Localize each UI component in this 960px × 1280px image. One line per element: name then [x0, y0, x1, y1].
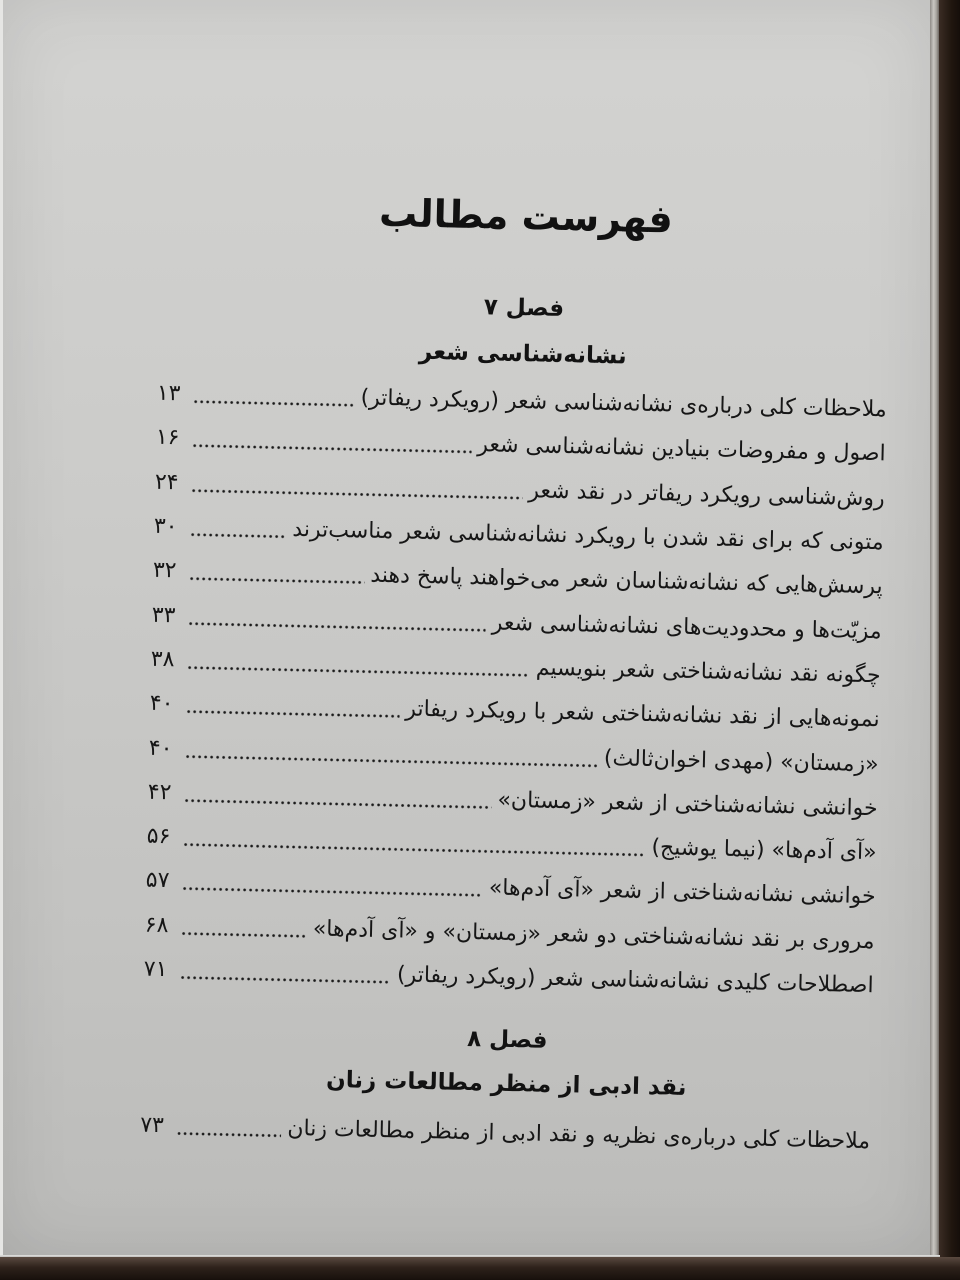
toc-entry-title: «آی آدم‌ها» (نیما یوشیج)	[651, 835, 877, 866]
toc-leader-dots	[183, 843, 646, 857]
toc-entry-title: پرسش‌هایی که نشانه‌شناسان شعر می‌خواهند پاسخ دهند	[370, 563, 883, 600]
toc-page-number: ۴۰	[148, 735, 173, 761]
toc-page-number: ۷۱	[143, 956, 168, 983]
toc-leader-dots	[182, 887, 483, 898]
toc-page-number: ۷۳	[139, 1112, 165, 1139]
toc-page-number: ۵۷	[145, 868, 170, 894]
toc-page-number: ۵۶	[146, 823, 171, 850]
chapter-label: فصل ۷	[483, 294, 565, 323]
toc-entry-title: اصطلاحات کلیدی نشانه‌شناسی شعر (رویکرد ریفاتر)	[396, 962, 874, 999]
toc-entry-title: مزیّت‌ها و محدودیت‌های نشانه‌شناسی شعر	[491, 610, 882, 644]
toc-page-number: ۴۲	[147, 779, 172, 806]
chapter-label: فصل ۸	[466, 1026, 548, 1054]
toc-page-number: ۳۸	[150, 646, 175, 673]
toc-page-number: ۴۰	[149, 690, 174, 717]
toc-page-number: ۳۰	[153, 513, 178, 540]
toc-leader-dots	[191, 488, 523, 500]
toc-entry-title: چگونه نقد نشانه‌شناختی شعر بنویسیم	[535, 655, 881, 689]
toc-entry-title: ملاحظات کلی درباره‌ی نظریه و نقد ادبی از منظر مطالعات زنان	[287, 1116, 871, 1155]
toc-leader-dots	[186, 710, 400, 719]
toc-leader-dots	[193, 400, 355, 408]
chapter-subtitle: نشانه‌شناسی شعر	[418, 338, 627, 370]
toc-entry-title: خوانشی نشانه‌شناختی از شعر «آی آدم‌ها»	[488, 875, 876, 910]
toc-page-number: ۳۳	[151, 602, 176, 628]
toc-page-number: ۶۸	[144, 912, 169, 938]
toc-entry-title: اصول و مفروضات بنیادین نشانه‌شناسی شعر	[477, 432, 886, 467]
toc-leader-dots	[176, 1132, 281, 1138]
chapter-subtitle: نقد ادبی از منظر مطالعات زنان	[325, 1066, 687, 1101]
toc-page-number: ۱۶	[155, 425, 180, 451]
toc-entry-title: «زمستان» (مهدی اخوان‌ثالث)	[603, 745, 879, 777]
toc-leader-dots	[185, 754, 598, 767]
toc-leader-dots	[189, 577, 365, 585]
toc-leader-dots	[190, 533, 287, 539]
page-stack-edge	[930, 0, 939, 1262]
toc-page-number: ۱۳	[156, 380, 181, 407]
toc-leader-dots	[181, 931, 307, 938]
toc-leader-dots	[187, 665, 530, 677]
table-of-contents	[137, 0, 895, 1264]
toc-leader-dots	[188, 621, 486, 632]
toc-entry-title: متونی که برای نقد شدن با رویکرد نشانه‌شناسی شعر مناسب‌ترند	[292, 516, 884, 556]
toc-page-number: ۳۲	[152, 558, 177, 584]
toc-entry	[140, 1104, 871, 1165]
toc-entry-title: خوانشی نشانه‌شناختی از شعر «زمستان»	[497, 787, 878, 822]
toc-list	[140, 1104, 871, 1165]
page-title: فهرست مطالب	[378, 190, 674, 242]
toc-leader-dots	[184, 798, 492, 809]
toc-leader-dots	[192, 444, 472, 454]
toc-entry-title: نمونه‌هایی از نقد نشانه‌شناختی شعر با رویکرد ریفاتر	[405, 696, 880, 733]
table-surface-right	[939, 0, 960, 1280]
toc-page-number: ۲۴	[154, 469, 179, 496]
toc-entry-title: مروری بر نقد نشانه‌شناختی دو شعر «زمستان» و «آی آدم‌ها»	[312, 916, 875, 954]
toc-leader-dots	[180, 975, 391, 984]
toc-entry-title: روش‌شناسی رویکرد ریفاتر در نقد شعر	[528, 477, 885, 512]
toc-list	[143, 372, 887, 1009]
toc-entry-title: ملاحظات کلی درباره‌ی نشانه‌شناسی شعر (رویکرد ریفاتر)	[360, 385, 887, 423]
